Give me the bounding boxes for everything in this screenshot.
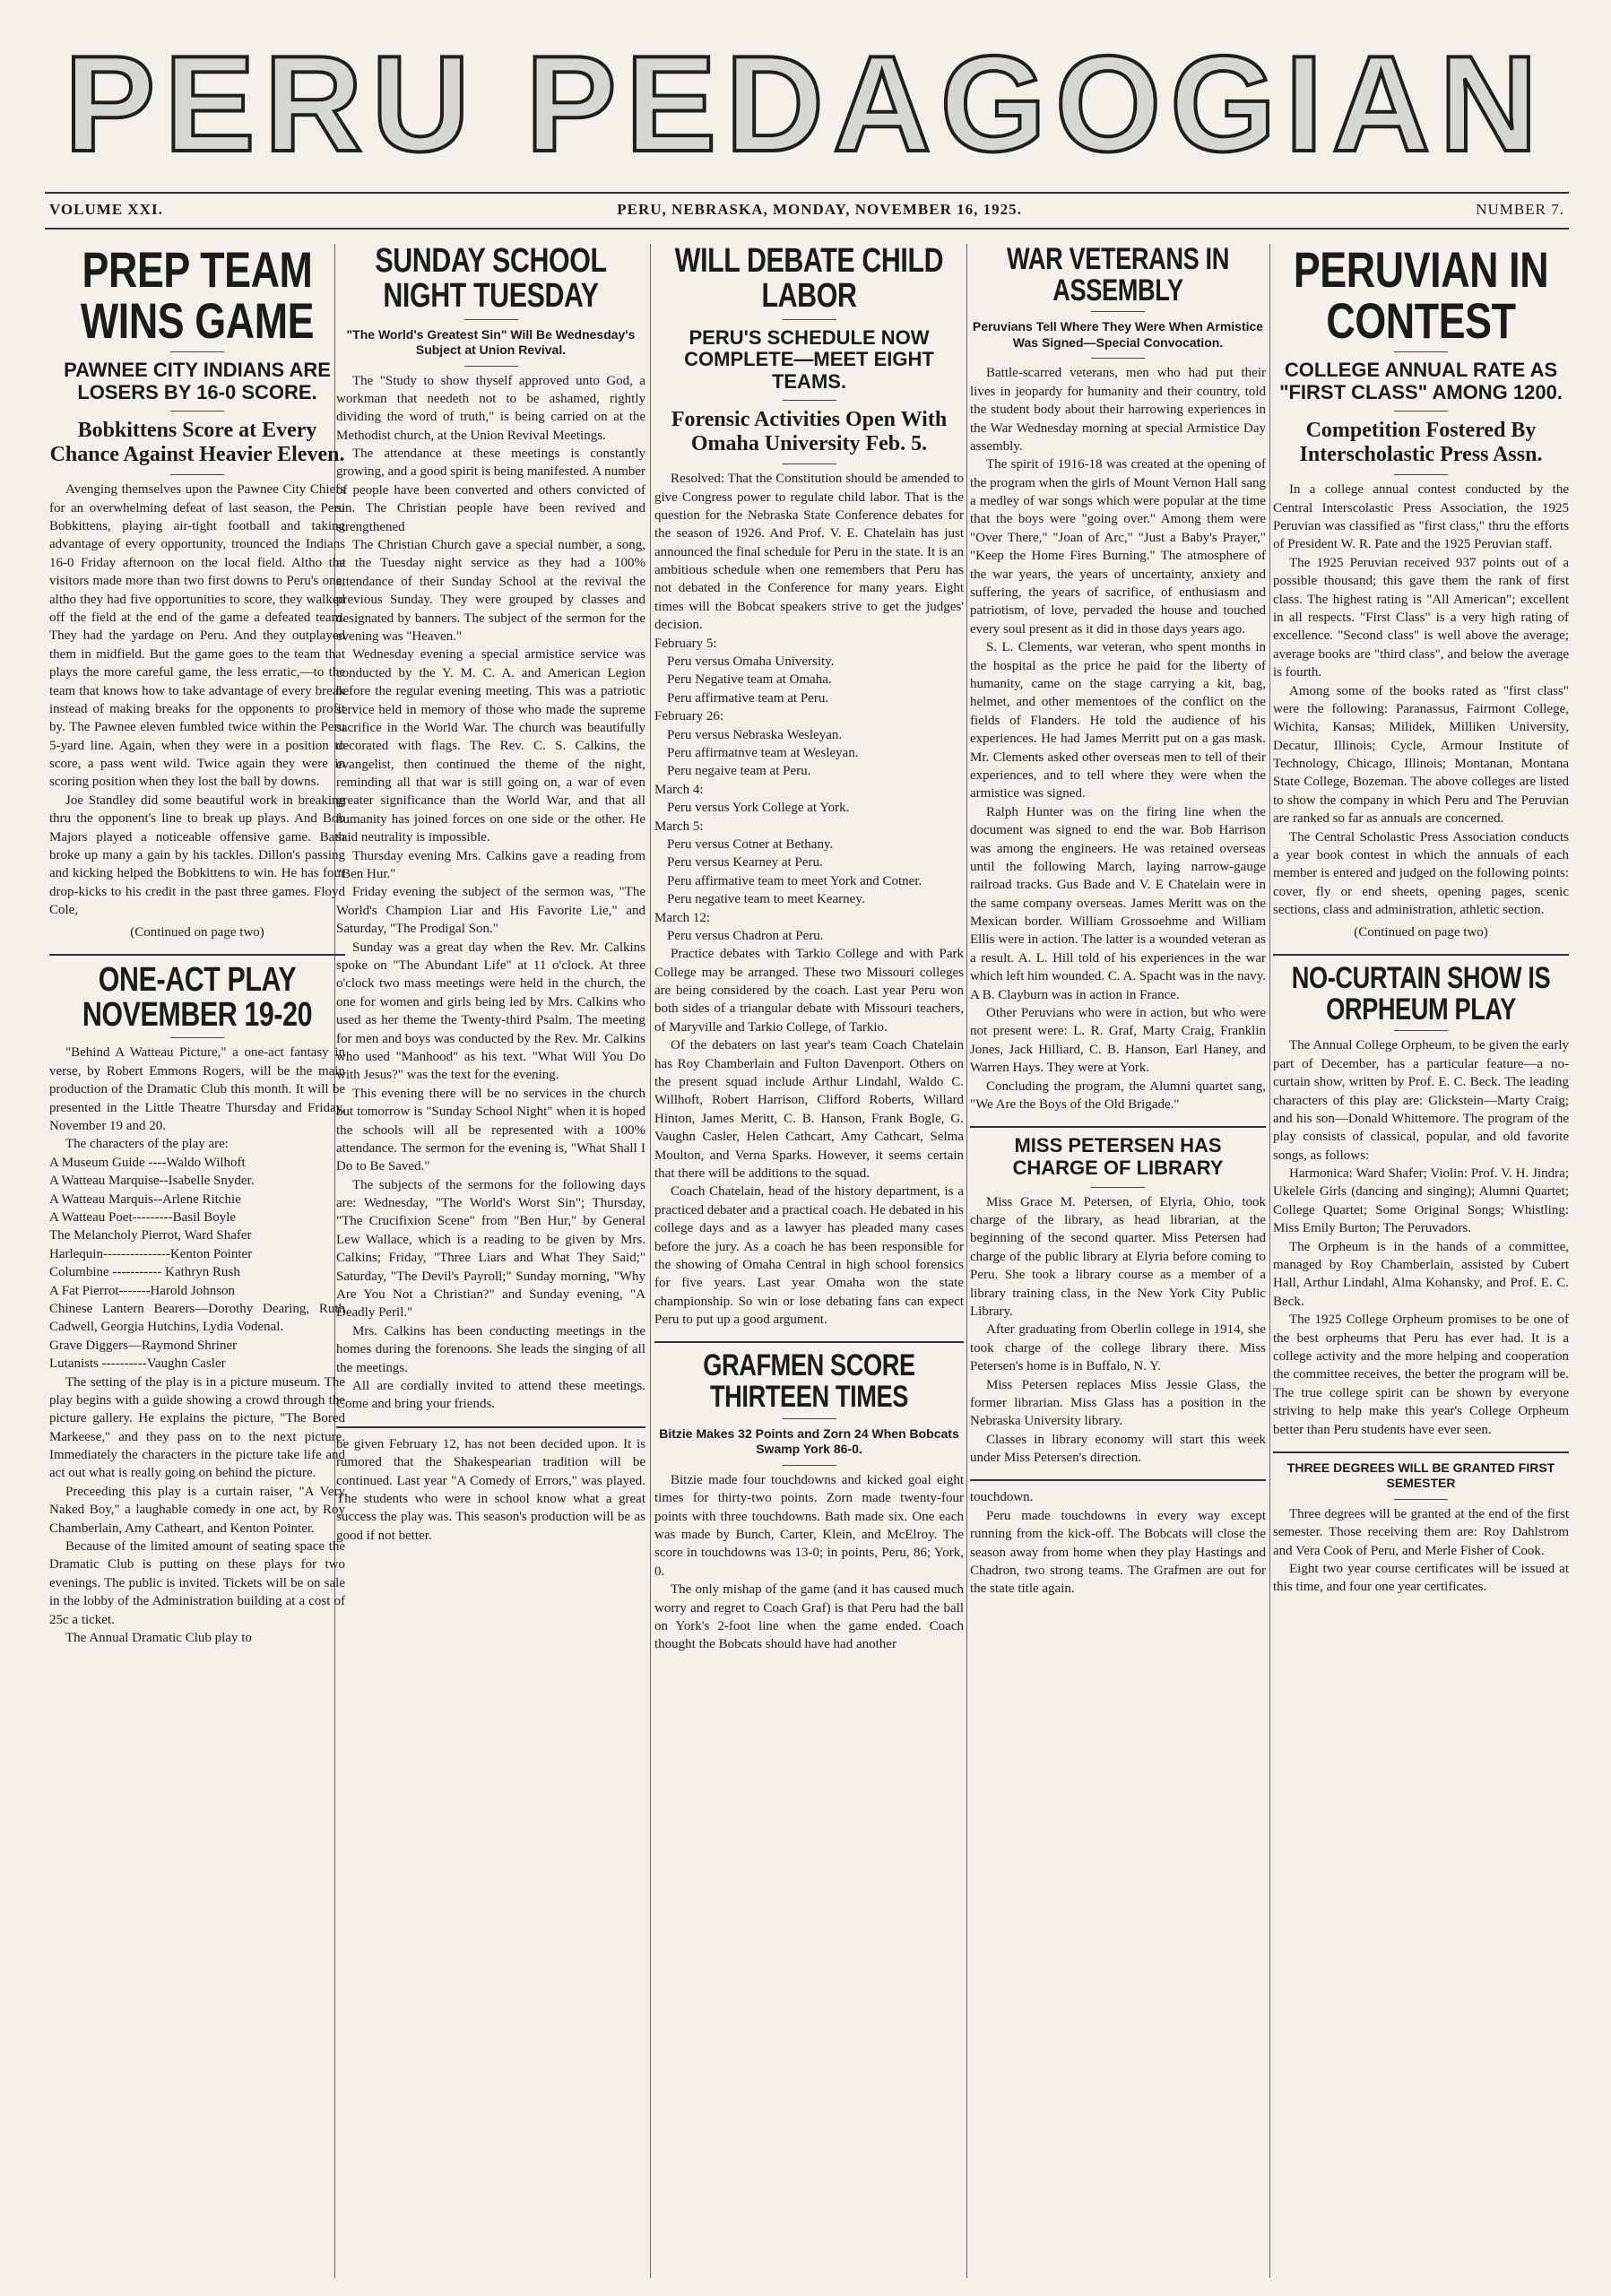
column-5: [1273, 244, 1569, 2278]
paragraph: Among some of the books rated as "first class" were the following: Paranassus, Fairmont College, Wichita, Kansas; Milidek, Milliken University, Decatur, Illinois; Cycle, Armour Institute of Technology, Chicago, Illinois; Montanan, Montana State College, Bozeman. The above colleges are listed to show the company in which Peru and The Peruvian are ranked so far as annuals are concerned.: [1273, 683, 1569, 827]
prep-team-article: [49, 244, 345, 941]
column-divider: [966, 244, 967, 2278]
paragraph: The spirit of 1916-18 was created at the opening of the program when the girls of Mount Vernon Hall sang a medley of war songs which were popular at the time that the boys were "going over." Among them were "Over There," "Joan of Arc," "Just a Baby's Prayer," "Keep the Home Fires Burning." The atmosphere of the war years, the years of uncertainty, anxiety and suffering, the years of sacrifice, of enthusiasm and patriotism, of love, pervaded the house and touched every soul present as it did in those days years ago.: [970, 457, 1266, 637]
paragraph: Three degrees will be granted at the end of the first semester. Those receiving them are: Roy Dahlstrom and Vera Cook of Peru, and Merle Fisher of Cook.: [1273, 1506, 1569, 1558]
paragraph: Battle-scarred veterans, men who had put their lives in jeopardy for humanity and their country, told the student body about their harrowing experiences in the War Wednesday morning at special Armistice Day assembly.: [970, 366, 1266, 454]
paragraph: In a college annual contest conducted by the Central Interscolastic Press Association, the 1925 Peruvian was classified as "first class," thru the efforts of President W. R. Pate and the 1925 Peruvian staff.: [1273, 482, 1569, 552]
one-act-play-article: [49, 960, 345, 1647]
schedule-line: Peru versus York College at York.: [667, 801, 850, 816]
article-headline: PREP TEAM WINS GAME: [80, 244, 315, 350]
paragraph: The 1925 College Orpheum promises to be one of the best orpheums that Peru has ever had. It is a college activity and the more helping and cooperation the committee receives, the better the program will be. The true college spirit can be shown by everyone striving to help make this year's College Orpheum better than Peru students have ever seen.: [1273, 1313, 1569, 1437]
paragraph: Ralph Hunter was on the firing line when the document was signed to end the war. Bob Harrison was among the engineers. He was retained overseas until the following March, laying narrow-gauge railroad tracks. Gus Bade and V. E Chatelain were in the same company overseas. James Meritt was on the Mexican border. William Grossoehme and William Ellis were in action. The latter is a wounded veteran as a result. A. L. Hill told of his experiences in the war which left him wounded. C. A. Spacht was in the navy. A B. Clayburn was in action in France.: [970, 804, 1266, 1002]
paragraph: Of the debaters on last year's team Coach Chatelain has Roy Chamberlain and Fulton Davenport. Others on the present squad include Arthur Lindahl, Waldo C. Willhoft, Robert Harrison, Clifford Roberts, Willard Hinton, James Meritt, C. B. Hanson, Frank Bogle, G. Vaughn Casler, Helen Cathcart, Amy Cathcart, Selma Moulton, and Verna Sparks. However, it seems certain that there will be additions to the squad.: [654, 1038, 964, 1181]
place-date: PERU, NEBRASKA, MONDAY, NOVEMBER 16, 1925.: [617, 201, 1022, 218]
schedule-line: Peru versus Nebraska Wesleyan.: [667, 727, 843, 742]
schedule-line: Peru versus Cotner at Bethany.: [667, 836, 834, 852]
petersen-article: [970, 1135, 1266, 1467]
paragraph: The Annual Dramatic Club play to: [65, 1630, 252, 1645]
column-divider: [650, 244, 651, 2278]
paragraph: be given February 12, has not been decided upon. It is rumored that the Shakespearian tradition will be continued. Last year "A Comedy of Errors," was played. The students who were in school know what a great success the play was. This season's production will be as good if not better.: [336, 1436, 645, 1543]
paragraph: Sunday was a great day when the Rev. Mr. Calkins spoke on "The Abundant Life" at 11 o'clock. At three o'clock two mass meetings were held in the church, the one for women and girls being led by Mrs. Calkins who used as her theme the Twenty-third Psalm. The meeting for men and boys was conducted by the Rev. Mr. Calkins who used "Manhood" as his text. "What Will You Do with Jesus?" was the text for the evening.: [336, 940, 645, 1083]
paragraph: The characters of the play are:: [65, 1137, 229, 1152]
paragraph: After graduating from Oberlin college in 1914, she took charge of the college library there. Miss Petersen's home is in Buffalo, N. Y.: [970, 1322, 1266, 1374]
cast-line: Grave Diggers—Raymond Shriner: [49, 1338, 238, 1353]
paragraph: S. L. Clements, war veteran, who spent months in the hospital as the price he paid for the liberty of humanity, came on the stage carrying a kit, bag, helmet, and other mementoes of the conflict on the fields of Flanders. He told the audience of his experiences. He had James Merritt put on a gas mask. Mr. Clements asked other overseas men to tell of their experiences, and to tell where they were when the armistice was signed.: [970, 640, 1266, 801]
continued-note: (Continued on page two): [130, 924, 264, 940]
paragraph: Thursday evening Mrs. Calkins gave a reading from "Ben Hur.": [336, 848, 645, 882]
sunday-school-article: [336, 244, 645, 1414]
schedule-line: Peru negaive team at Peru.: [667, 764, 811, 779]
cast-line: A Fat Pierrot-------Harold Johnson: [49, 1283, 236, 1298]
debate-article: [654, 244, 964, 1329]
paragraph: Resolved: That the Constitution should be amended to give Congress power to regulate child labor. That is the question for the Nebraska State Conference debates for the season of 1926. And Prof. V. E. Chatelain has just announced the final schedule for Peru in the state. It is an ambitious schedule when one remembers that Peru has not debated in the Conference for many years. Eight times will the Bobcat speakers strive to get the judges' decision.: [654, 472, 964, 633]
cast-line: Columbine ----------- Kathryn Rush: [49, 1265, 240, 1280]
article-headline: SUNDAY SCHOOL NIGHT TUESDAY: [375, 244, 607, 315]
paragraph: The Orpheum is in the hands of a committee, managed by Roy Chamberlain, assisted by Cubert Hall, Arthur Lindahl, Alma Kohansky, and Prof. E. C. Beck.: [1273, 1239, 1569, 1309]
issue-number: NUMBER 7.: [1476, 201, 1564, 218]
cast-line: A Watteau Poet---------Basil Boyle: [49, 1210, 237, 1225]
cast-line: Harlequin---------------Kenton Pointer: [49, 1246, 253, 1261]
schedule-line: March 4:: [654, 782, 704, 797]
masthead-rule: [45, 192, 1569, 194]
paragraph: Concluding the program, the Alumni quartet sang, "We Are the Boys of the Old Brigade.": [970, 1079, 1266, 1112]
peruvian-contest-article: [1273, 244, 1569, 941]
paragraph: Coach Chatelain, head of the history department, is a practiced debater and a practical coach. He debated in his college days and as a lawyer has pleaded many cases before the jury. As a coach he has been responsible for the showing of Omaha Central in high school forensics for five years. Last year Omaha won the state championship. So win or lose debating fans can expect Peru to put up a good argument.: [654, 1184, 964, 1328]
paragraph: Joe Standley did some beautiful work in breaking thru the opponent's line to break up plays. And Bob Majors played a noticeable offensive game. Bath broke up many a gain by his tackles. Dillon's passing and kicking helped the Bobkittens to win. He has four drop-kicks to his credit in the past three games. Floyd Cole,: [49, 793, 345, 918]
article-headline: PERUVIAN IN CONTEST: [1293, 244, 1549, 350]
paragraph: Avenging themselves upon the Pawnee City Chiefs for an overwhelming defeat of last season, the Peru Bobkittens, playing air-tight football and taking advantage of every opportunity, trounced the Indians 16-0 Friday afternoon on the local field. Altho the visitors made more than two first downs to Peru's one, altho they had five opportunities to score, they walked off the field at the end of the game a defeated team. They had the yardage on Peru. And they outplayed them in midfield. But the game goes to the team that plays the more careful game, the less erratic,—to the team that knows how to take advantage of every break instead of making breaks for the opponents to profit by. The Pawnee eleven fumbled twice within the Peru 5-yard line. Again, when they were in a position to score, a pass went wild. Twice again they were in scoring position when they lost the ball by downs.: [49, 482, 345, 790]
paragraph: The Annual College Orpheum, to be given the early part of December, has a particular feature—a no-curtain show, written by Prof. E. C. Beck. The leading characters of this play are: Glickstein—Marty Craig; and his son—Donald Whittemore. The program of the play consists of classical, popular, and old favorite songs, as follows:: [1273, 1038, 1569, 1163]
article-headline: MISS PETERSEN HAS CHARGE OF LIBRARY: [1012, 1134, 1224, 1179]
paragraph: The Central Scholastic Press Association conducts a year book contest in which the annuals of each member is entered and judged on the following points: cover, fly or end sheets, opening pages, scenic sections, class and administration, athletic section.: [1273, 829, 1569, 918]
article-headline: NO-CURTAIN SHOW IS ORPHEUM PLAY: [1291, 960, 1551, 1027]
article-deck: Forensic Activities Open With Omaha University Feb. 5.: [671, 408, 948, 456]
column-2: [336, 244, 645, 2278]
paragraph: Classes in library economy will start this week under Miss Petersen's direction.: [970, 1432, 1266, 1466]
paragraph: Because of the limited amount of seating space the Dramatic Club is putting on these plays for two evenings. The public is invited. Tickets will be on sale in the lobby of the Administration building at a cost of 25c a ticket.: [49, 1539, 345, 1627]
schedule-line: Peru negative team to meet Kearney.: [667, 892, 865, 907]
dateline-rule: [45, 228, 1569, 230]
article-subhead: COLLEGE ANNUAL RATE AS "FIRST CLASS" AMONG 1200.: [1279, 359, 1563, 403]
paragraph: The subjects of the sermons for the following days are: Wednesday, "The World's Worst Sin"; Thursday, "The Crucifixion Scene" from "Ben Hur," by General Lew Wallace, which is a reading to be given by Mrs. Calkins; Friday, "Three Liars and What They Said;" Saturday, "The Devil's Payroll;" Sunday morning, "Why Are You Not a Christian?" and Sunday evening, "A Deadly Peril.": [336, 1177, 645, 1321]
paragraph: Wednesday evening a special armistice service was conducted by the Y. M. C. A. and American Legion before the regular evening meeting. This was a patriotic service held in memory of those who made the supreme sacrifice in the World War. The church was beautifully decorated with flags. The Rev. C. S. Calkins, the evangelist, then continued the theme of the night, reminding all that war is still going on, a war of even greater significance than the World War, and that all humanity has joined forces on one side or the other. He said neutrality is impossible.: [336, 647, 645, 845]
paragraph: Harmonica: Ward Shafer; Violin: Prof. V. H. Jindra; Ukelele Girls (dancing and singing); Alumni Quartet; College Quartet; Some Original Songs; Whistling: Miss Emily Burton; The Peruvadors.: [1273, 1166, 1569, 1236]
paragraph: Preceeding this play is a curtain raiser, "A Very Naked Boy," a laughable comedy in one act, by Roy Chamberlain, Amy Catheart, and Kenton Pointer.: [49, 1484, 345, 1536]
column-3: [654, 244, 964, 2278]
paragraph: Bitzie made four touchdowns and kicked goal eight times for thirty-two points. Zorn made twenty-four points with three touchdowns. Bath made six. One each was made by Bunch, Carter, Klein, and McElroy. The score in touchdowns was 13-0; in points, Peru, 86; York, 0.: [654, 1472, 964, 1579]
schedule-line: Peru versus Kearney at Peru.: [667, 855, 823, 871]
paragraph: touchdown.: [970, 1490, 1034, 1505]
paragraph: The Christian Church gave a special number, a song, at the Tuesday night service as they had a 100% attendance of their Sunday School at the revival the previous Sunday. They were grouped by classes and designated by banners. The subject of the sermon for the evening was "Heaven.": [336, 538, 645, 644]
paragraph: Eight two year course certificates will be issued at this time, and four one year certificates.: [1273, 1562, 1569, 1595]
paragraph: The attendance at these meetings is constantly growing, and a good spirit is being manifested. A number of people have been converted and others convicted of sin. The Christian people have been revived and strengthened: [336, 446, 645, 534]
article-subhead: PAWNEE CITY INDIANS ARE LOSERS BY 16-0 SCORE.: [64, 359, 331, 403]
article-subhead: Bitzie Makes 32 Points and Zorn 24 When Bobcats Swamp York 86-0.: [659, 1425, 959, 1457]
masthead: PERU PEDAGOGIAN: [64, 28, 1547, 180]
cast-line: A Watteau Marquis--Arlene Ritchie: [49, 1191, 241, 1207]
article-subhead: "The World's Greatest Sin" Will Be Wednesday's Subject at Union Revival.: [346, 326, 636, 357]
cast-line: A Watteau Marquise--Isabelle Snyder.: [49, 1174, 255, 1189]
cast-line: Chinese Lantern Bearers—Dorothy Dearing, Ruth Cadwell, Georgia Hutchins, Lydia Vodenal.: [49, 1301, 345, 1335]
paragraph: Friday evening the subject of the sermon was, "The World's Champion Liar and His Favorite Lie," and Saturday, "The Prodigal Son.": [336, 885, 645, 937]
article-headline: WILL DEBATE CHILD LABOR: [674, 244, 944, 315]
article-subhead: PERU'S SCHEDULE NOW COMPLETE—MEET EIGHT TEAMS.: [684, 325, 934, 393]
schedule-line: Peru Negative team at Omaha.: [667, 672, 832, 688]
schedule-line: March 12:: [654, 910, 711, 925]
cast-line: A Museum Guide ----Waldo Wilhoft: [49, 1155, 246, 1170]
no-curtain-article: [1273, 960, 1569, 1439]
paragraph: The only mishap of the game (and it has caused much worry and regret to Coach Graf) is that Peru had the ball on York's 2-foot line when the game ended. Coach thought the Bobcats should have had another: [654, 1582, 964, 1652]
continued-note: (Continued on page two): [1354, 924, 1488, 940]
paragraph: "Behind A Watteau Picture," a one-act fantasy in verse, by Robert Emmons Rogers, will be the main production of the Dramatic Club this month. It will be presented in the Little Theatre Thursday and Friday, November 19 and 20.: [49, 1045, 345, 1134]
article-headline: ONE-ACT PLAY NOVEMBER 19-20: [82, 960, 313, 1034]
schedule-line: February 5:: [654, 636, 717, 651]
paragraph: Mrs. Calkins has been conducting meetings in the homes during the forenoons. She leads the singing of all the meetings.: [336, 1323, 645, 1375]
war-veterans-article: [970, 244, 1266, 1113]
paragraph: The 1925 Peruvian received 937 points out of a possible thousand; this gave them the rank of first class. The highest rating is "All American"; excellent in all respects. "First Class" is a very high rating of excellence. "Second class" is well above the average; average books are "third class", and below the average is fourth.: [1273, 555, 1569, 680]
cast-line: Lutanists ----------Vaughn Casler: [49, 1356, 226, 1372]
paragraph: Miss Grace M. Petersen, of Elyria, Ohio, took charge of the library, as head librarian, at the beginning of the second quarter. Miss Petersen had charge of the public library at Elyria before coming to Peru. She took a library course as a member of a library training class, in the New York City Public Library.: [970, 1194, 1266, 1319]
paragraph: Miss Petersen replaces Miss Jessie Glass, the former librarian. Miss Glass has a position in the Nebraska University library.: [970, 1377, 1266, 1429]
schedule-line: Peru versus Omaha University.: [667, 654, 835, 670]
schedule-line: Peru affirmative team to meet York and Cotner.: [667, 873, 922, 888]
article-headline: WAR VETERANS IN ASSEMBLY: [1007, 244, 1229, 308]
paragraph: The setting of the play is in a picture museum. The play begins with a guide showing a crowd through the picture gallery. He explains the picture, "The Bored Markeese," and they pass on to the next picture. Immediately the characters in the picture take life and act out what is really going on behind the picture.: [49, 1374, 345, 1481]
paragraph: This evening there will be no services in the church but tomorrow is "Sunday School Night" when it is hoped the schools will all be represented with a 100% attendance. The sermon for the evening is, "What Shall I Do to Be Saved.": [336, 1086, 645, 1174]
schedule-line: Peru affirmative team at Peru.: [667, 690, 829, 706]
schedule-line: March 5:: [654, 819, 704, 834]
schedule-line: Peru affirmatnve team at Wesleyan.: [667, 745, 859, 760]
column-divider: [1269, 244, 1270, 2278]
grafmen-article: [654, 1350, 964, 1653]
paragraph: Practice debates with Tarkio College and with Park College may be arranged. These two Missouri colleges are being considered by the coach. Last year Peru won both sides of a triangular debate with Missouri teachers, of Maryville and Tarkio College, of Tarkio.: [654, 947, 964, 1035]
article-deck: Bobkittens Score at Every Chance Against Heavier Eleven.: [49, 419, 345, 467]
cast-line: The Melancholy Pierrot, Ward Shafer: [49, 1228, 252, 1243]
paragraph: The "Study to show thyself approved unto God, a workman that needeth not to be ashamed, rightly dividing the word of truth," is being carried on at the Methodist church, at the Union Revival Meetings.: [336, 373, 645, 443]
article-subhead: Peruvians Tell Where They Were When Armistice Was Signed—Special Convocation.: [972, 319, 1264, 350]
paragraph: All are cordially invited to attend these meetings. Come and bring your friends.: [336, 1378, 645, 1412]
paragraph: Other Peruvians who were in action, but who were not present were: L. R. Graf, Marty Craig, Franklin Jones, Jack Hilliard, C. B. Hanson, Earl Haney, and Warren Hays. They were at York.: [970, 1006, 1266, 1076]
paragraph: Peru made touchdowns in every way except running from the kick-off. The Bobcats will close the season away from home when they play Hastings and Chadron, two strong teams. The Grafmen are out for the state title again.: [970, 1508, 1266, 1597]
column-1: [49, 244, 345, 2278]
dateline: [49, 201, 1564, 219]
degrees-article: [1273, 1460, 1569, 1597]
article-headline: GRAFMEN SCORE THIRTEEN TIMES: [703, 1348, 915, 1415]
volume: VOLUME XXI.: [49, 201, 163, 218]
column-4: [970, 244, 1266, 2278]
article-headline: THREE DEGREES WILL BE GRANTED FIRST SEMESTER: [1286, 1460, 1555, 1491]
article-deck: Competition Fostered By Interscholastic Press Assn.: [1299, 419, 1543, 467]
schedule-line: Peru versus Chadron at Peru.: [667, 928, 824, 943]
schedule-line: February 26:: [654, 709, 724, 724]
